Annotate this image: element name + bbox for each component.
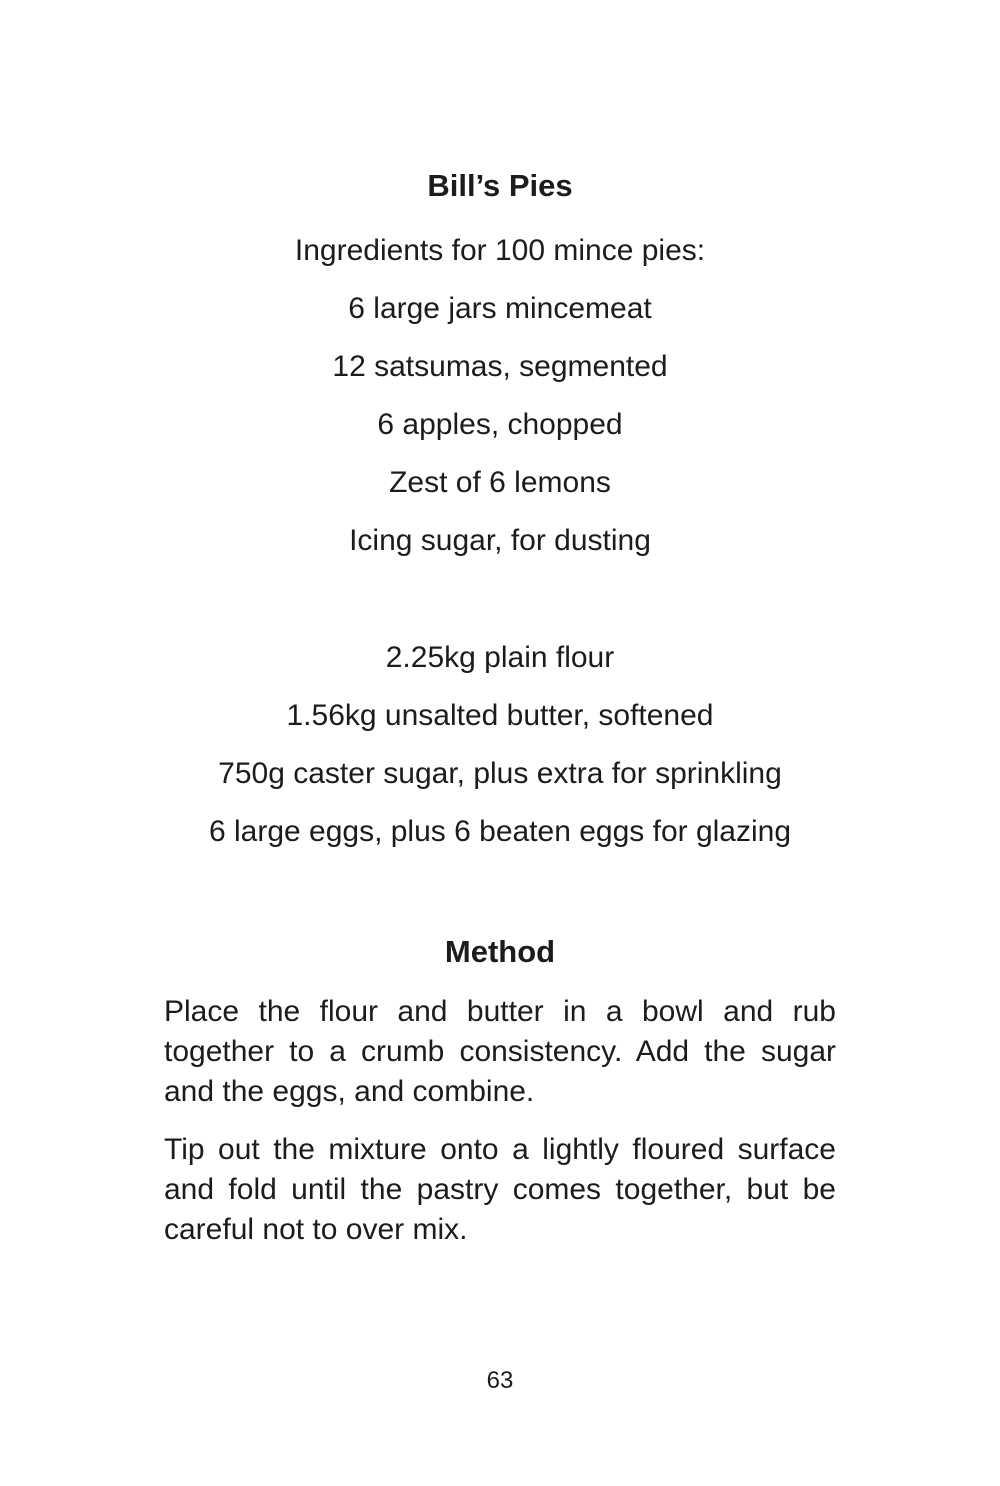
ingredient-line: 6 apples, chopped [377,408,623,441]
method-paragraph: Place the flour and butter in a bowl and rub together to a crumb consistency. Add the sugar and the eggs, and combine. [164,995,836,1108]
ingredient-line: 6 large jars mincemeat [348,292,652,325]
ingredient-line: 12 satsumas, segmented [332,350,668,383]
recipe-title: Bill’s Pies [427,168,573,203]
ingredient-line: 750g caster sugar, plus extra for sprinkling [218,757,782,790]
ingredient-line: 1.56kg unsalted butter, softened [286,699,714,732]
ingredient-line: Zest of 6 lemons [389,466,611,499]
ingredient-line: Icing sugar, for dusting [349,524,651,557]
ingredient-line: 2.25kg plain flour [385,641,615,674]
ingredient-line: 6 large eggs, plus 6 beaten eggs for glazing [208,815,792,848]
method-heading: Method [444,934,556,969]
ingredients-heading: Ingredients for 100 mince pies: [294,234,706,267]
method-paragraph: Tip out the mixture onto a lightly floured surface and fold until the pastry comes together, but be careful not to over mix. [164,1133,836,1246]
page-number: 63 [486,1367,514,1394]
